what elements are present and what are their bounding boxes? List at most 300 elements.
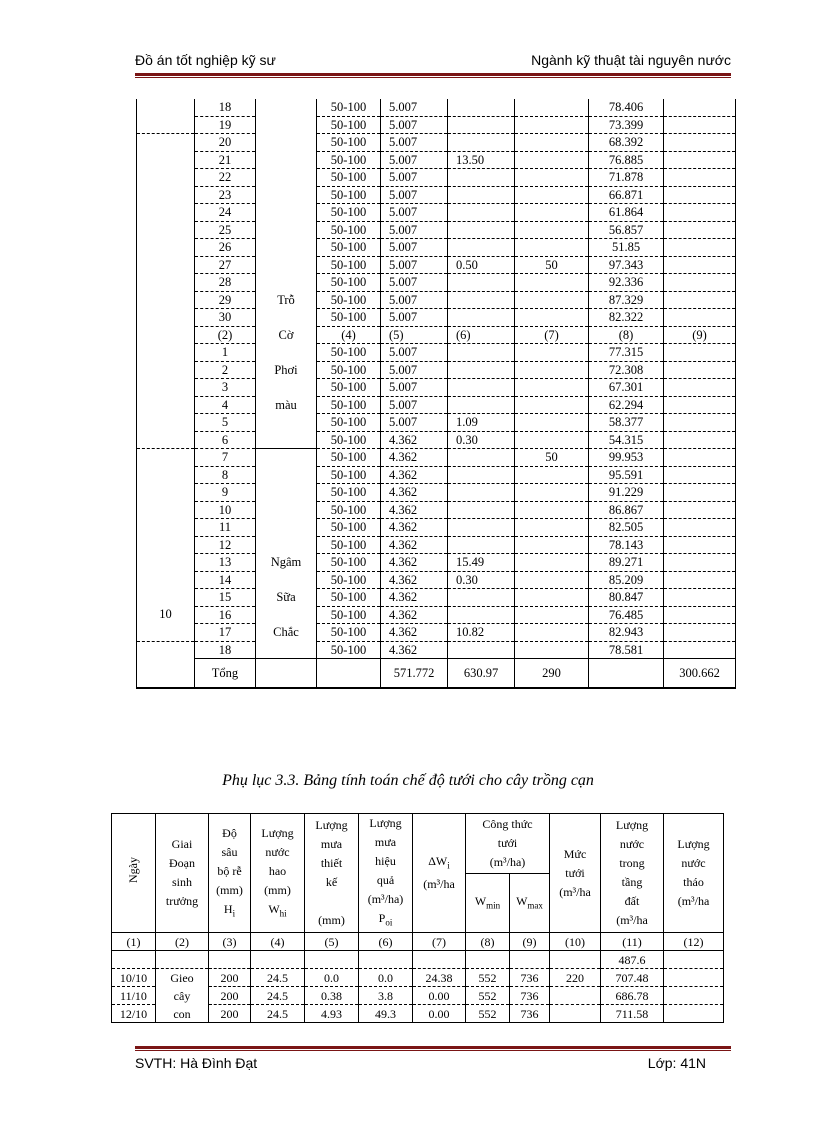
stage-cell bbox=[256, 606, 317, 624]
stage-cell: Phơi bbox=[256, 361, 317, 379]
soil-moisture-range: 50-100 bbox=[317, 99, 381, 116]
table-row bbox=[137, 641, 736, 659]
water-depth: 66.871 bbox=[589, 186, 664, 204]
day-cell: 5 bbox=[195, 414, 256, 432]
month-cell bbox=[137, 396, 195, 414]
rainfall: 0.50 bbox=[448, 256, 515, 274]
soil-moisture-range: 50-100 bbox=[317, 396, 381, 414]
day-cell: 1 bbox=[195, 344, 256, 362]
irrigation bbox=[515, 571, 589, 589]
total-evapotranspiration: 571.772 bbox=[381, 659, 448, 689]
initial-soil-water: 487.6 bbox=[601, 951, 664, 969]
total-irrigation: 290 bbox=[515, 659, 589, 689]
drainage bbox=[664, 624, 736, 642]
month-cell bbox=[137, 641, 195, 659]
soil-moisture-range: 50-100 bbox=[317, 589, 381, 607]
day-cell: 11 bbox=[195, 519, 256, 537]
drainage bbox=[664, 519, 736, 537]
stage-cell bbox=[256, 309, 317, 327]
month-cell bbox=[137, 554, 195, 572]
water-depth: 95.591 bbox=[589, 466, 664, 484]
footer-left: SVTH: Hà Đình Đạt bbox=[135, 1055, 258, 1071]
header-water-use: Lượng nước hao (mm) $W_{hi}$ bbox=[251, 814, 305, 933]
table-row bbox=[137, 239, 736, 257]
total-label: Tổng bbox=[195, 659, 256, 689]
month-cell bbox=[137, 659, 195, 689]
table-row bbox=[137, 606, 736, 624]
stage-cell bbox=[256, 466, 317, 484]
drainage bbox=[664, 186, 736, 204]
month-cell bbox=[137, 326, 195, 344]
evapotranspiration: 5.007 bbox=[381, 274, 448, 292]
table-row bbox=[137, 431, 736, 449]
rainfall bbox=[448, 221, 515, 239]
stage-cell bbox=[256, 116, 317, 134]
water-depth: 78.581 bbox=[589, 641, 664, 659]
day-cell: 2 bbox=[195, 361, 256, 379]
day-cell: 9 bbox=[195, 484, 256, 502]
day-cell: 15 bbox=[195, 589, 256, 607]
irrigation bbox=[515, 186, 589, 204]
water-depth: 87.329 bbox=[589, 291, 664, 309]
water-depth: 67.301 bbox=[589, 379, 664, 397]
table-row bbox=[137, 589, 736, 607]
irrigation bbox=[515, 309, 589, 327]
drainage bbox=[664, 554, 736, 572]
rainfall bbox=[448, 396, 515, 414]
rainfall bbox=[448, 589, 515, 607]
rainfall bbox=[448, 204, 515, 222]
water-depth: 78.143 bbox=[589, 536, 664, 554]
soil-moisture-range: 50-100 bbox=[317, 344, 381, 362]
column-number-row: (1) (2) (3) (4) (5) (6) (7) (8) (9) (10) (11) (12) bbox=[112, 933, 724, 951]
day-cell: 27 bbox=[195, 256, 256, 274]
water-depth: 73.399 bbox=[589, 116, 664, 134]
month-cell bbox=[137, 134, 195, 152]
month-cell bbox=[137, 606, 195, 642]
soil-moisture-range: 50-100 bbox=[317, 291, 381, 309]
drainage bbox=[664, 396, 736, 414]
month-cell bbox=[137, 291, 195, 309]
water-depth: 86.867 bbox=[589, 501, 664, 519]
table-row: 12/10 con 200 24.5 4.93 49.3 0.00 552 736 711.58 bbox=[112, 1005, 724, 1023]
table-row bbox=[137, 326, 736, 344]
month-cell bbox=[137, 169, 195, 187]
soil-moisture-range: 50-100 bbox=[317, 484, 381, 502]
month-cell bbox=[137, 256, 195, 274]
drainage bbox=[664, 134, 736, 152]
table-row bbox=[137, 554, 736, 572]
water-balance-table bbox=[136, 99, 736, 689]
header-right: Ngành kỹ thuật tài nguyên nước bbox=[531, 52, 731, 68]
header-delta-w: $\Delta W_i$ (m³/ha bbox=[413, 814, 466, 933]
irrigation bbox=[515, 589, 589, 607]
table-row bbox=[137, 186, 736, 204]
soil-moisture-range: 50-100 bbox=[317, 151, 381, 169]
water-depth: 72.308 bbox=[589, 361, 664, 379]
soil-moisture-range: 50-100 bbox=[317, 169, 381, 187]
evapotranspiration: 4.362 bbox=[381, 484, 448, 502]
table-caption: Phụ lục 3.3. Bảng tính toán chế độ tưới cho cây trồng cạn bbox=[222, 772, 594, 789]
table-row bbox=[137, 536, 736, 554]
drainage bbox=[664, 99, 736, 116]
header-wmax: $W_{max}$ bbox=[510, 874, 550, 933]
drainage bbox=[664, 641, 736, 659]
rainfall bbox=[448, 641, 515, 659]
stage-cell: Trỗ bbox=[256, 291, 317, 309]
day-cell: 13 bbox=[195, 554, 256, 572]
table-row bbox=[137, 501, 736, 519]
soil-moisture-range: 50-100 bbox=[317, 624, 381, 642]
soil-moisture-range: 50-100 bbox=[317, 501, 381, 519]
evapotranspiration: 5.007 bbox=[381, 344, 448, 362]
header-drainage: Lượng nước tháo (m³/ha bbox=[664, 814, 724, 933]
stage-cell bbox=[256, 239, 317, 257]
soil-moisture-range: 50-100 bbox=[317, 554, 381, 572]
irrigation bbox=[515, 221, 589, 239]
evapotranspiration: 4.362 bbox=[381, 606, 448, 624]
evapotranspiration: 5.007 bbox=[381, 379, 448, 397]
irrigation bbox=[515, 554, 589, 572]
day-cell: 26 bbox=[195, 239, 256, 257]
day-cell: 18 bbox=[195, 641, 256, 659]
evapotranspiration: 5.007 bbox=[381, 186, 448, 204]
irrigation bbox=[515, 414, 589, 432]
drainage bbox=[664, 291, 736, 309]
soil-moisture-range: 50-100 bbox=[317, 309, 381, 327]
stage-cell bbox=[256, 186, 317, 204]
water-depth: 76.485 bbox=[589, 606, 664, 624]
evapotranspiration: 5.007 bbox=[381, 291, 448, 309]
month-cell bbox=[137, 344, 195, 362]
table-row bbox=[137, 519, 736, 537]
rainfall bbox=[448, 116, 515, 134]
water-depth: 89.271 bbox=[589, 554, 664, 572]
irrigation bbox=[515, 344, 589, 362]
irrigation: 50 bbox=[515, 449, 589, 467]
table-row bbox=[137, 169, 736, 187]
evapotranspiration: 4.362 bbox=[381, 431, 448, 449]
evapotranspiration: 4.362 bbox=[381, 554, 448, 572]
initial-row bbox=[112, 951, 724, 969]
stage-cell bbox=[256, 256, 317, 274]
rainfall: 0.30 bbox=[448, 431, 515, 449]
rainfall: 10.82 bbox=[448, 624, 515, 642]
table-row bbox=[137, 361, 736, 379]
water-depth: 68.392 bbox=[589, 134, 664, 152]
stage-cell bbox=[256, 169, 317, 187]
month-cell bbox=[137, 151, 195, 169]
drainage bbox=[664, 239, 736, 257]
stage-cell: màu bbox=[256, 396, 317, 414]
irrigation bbox=[515, 361, 589, 379]
rainfall bbox=[448, 309, 515, 327]
day-cell: 12 bbox=[195, 536, 256, 554]
day-cell: 19 bbox=[195, 116, 256, 134]
irrigation bbox=[515, 134, 589, 152]
table-row bbox=[137, 414, 736, 432]
evapotranspiration: 5.007 bbox=[381, 134, 448, 152]
drainage bbox=[664, 431, 736, 449]
rainfall: (6) bbox=[448, 326, 515, 344]
soil-moisture-range: 50-100 bbox=[317, 606, 381, 624]
month-cell bbox=[137, 466, 195, 484]
drainage bbox=[664, 169, 736, 187]
table-row bbox=[137, 344, 736, 362]
header-wmin: $W_{min}$ bbox=[466, 874, 510, 933]
soil-moisture-range: 50-100 bbox=[317, 379, 381, 397]
table-row bbox=[137, 379, 736, 397]
drainage bbox=[664, 466, 736, 484]
rainfall bbox=[448, 291, 515, 309]
header-day: Ngày bbox=[112, 814, 156, 933]
soil-moisture-range: 50-100 bbox=[317, 186, 381, 204]
day-cell: 4 bbox=[195, 396, 256, 414]
header-formula: Công thức tưới (m³/ha) bbox=[466, 814, 550, 874]
drainage bbox=[664, 116, 736, 134]
irrigation bbox=[515, 169, 589, 187]
stage-cell bbox=[256, 519, 317, 537]
month-label: 10 bbox=[159, 606, 172, 621]
evapotranspiration: 5.007 bbox=[381, 309, 448, 327]
month-cell bbox=[137, 414, 195, 432]
water-depth: 51.85 bbox=[589, 239, 664, 257]
rainfall bbox=[448, 186, 515, 204]
stage-cell bbox=[256, 641, 317, 659]
rainfall bbox=[448, 606, 515, 624]
water-depth: 76.885 bbox=[589, 151, 664, 169]
irrigation bbox=[515, 291, 589, 309]
irrigation bbox=[515, 519, 589, 537]
table-cell bbox=[589, 659, 664, 689]
month-cell bbox=[137, 361, 195, 379]
irrigation bbox=[515, 99, 589, 116]
rainfall bbox=[448, 99, 515, 116]
header-soil-water: Lượng nước trong tầng đất (m³/ha bbox=[601, 814, 664, 933]
soil-moisture-range: 50-100 bbox=[317, 134, 381, 152]
rainfall bbox=[448, 379, 515, 397]
drainage bbox=[664, 151, 736, 169]
month-cell bbox=[137, 309, 195, 327]
soil-moisture-range: 50-100 bbox=[317, 204, 381, 222]
header-effective-rain: Lượng mưa hiệu quả (m³/ha) $P_{oi}$ bbox=[359, 814, 413, 933]
evapotranspiration: 4.362 bbox=[381, 571, 448, 589]
table-row: 10/10 Gieo 200 24.5 0.0 0.0 24.38 552 736 220 707.48 bbox=[112, 969, 724, 987]
soil-moisture-range: 50-100 bbox=[317, 431, 381, 449]
soil-moisture-range: 50-100 bbox=[317, 519, 381, 537]
stage-cell bbox=[256, 379, 317, 397]
header-left: Đồ án tốt nghiệp kỹ sư bbox=[135, 52, 276, 68]
table-row bbox=[137, 116, 736, 134]
stage-cell bbox=[256, 221, 317, 239]
evapotranspiration: 4.362 bbox=[381, 519, 448, 537]
day-cell: 7 bbox=[195, 449, 256, 467]
evapotranspiration: 4.362 bbox=[381, 501, 448, 519]
month-cell bbox=[137, 221, 195, 239]
rainfall bbox=[448, 466, 515, 484]
drainage bbox=[664, 274, 736, 292]
rainfall bbox=[448, 484, 515, 502]
irrigation bbox=[515, 274, 589, 292]
rainfall bbox=[448, 134, 515, 152]
table-row bbox=[137, 134, 736, 152]
soil-moisture-range: 50-100 bbox=[317, 641, 381, 659]
total-drainage: 300.662 bbox=[664, 659, 736, 689]
evapotranspiration: 5.007 bbox=[381, 221, 448, 239]
soil-moisture-range: 50-100 bbox=[317, 239, 381, 257]
rainfall bbox=[448, 169, 515, 187]
water-depth: 82.505 bbox=[589, 519, 664, 537]
soil-moisture-range: 50-100 bbox=[317, 221, 381, 239]
day-cell: 29 bbox=[195, 291, 256, 309]
table-row bbox=[137, 624, 736, 642]
stage-cell bbox=[256, 449, 317, 467]
irrigation-table bbox=[111, 813, 724, 1023]
rainfall bbox=[448, 536, 515, 554]
rainfall: 13.50 bbox=[448, 151, 515, 169]
table-row bbox=[137, 99, 736, 116]
day-cell: 8 bbox=[195, 466, 256, 484]
irrigation bbox=[515, 239, 589, 257]
day-cell: 24 bbox=[195, 204, 256, 222]
header-rule bbox=[135, 73, 731, 76]
irrigation bbox=[515, 606, 589, 624]
month-cell bbox=[137, 571, 195, 589]
drainage bbox=[664, 256, 736, 274]
irrigation bbox=[515, 536, 589, 554]
soil-moisture-range: 50-100 bbox=[317, 536, 381, 554]
water-depth: 78.406 bbox=[589, 99, 664, 116]
stage-cell bbox=[256, 536, 317, 554]
table-row bbox=[137, 449, 736, 467]
evapotranspiration: 4.362 bbox=[381, 449, 448, 467]
rainfall bbox=[448, 344, 515, 362]
water-depth: 91.229 bbox=[589, 484, 664, 502]
irrigation bbox=[515, 116, 589, 134]
evapotranspiration: 5.007 bbox=[381, 116, 448, 134]
day-cell: 20 bbox=[195, 134, 256, 152]
month-cell bbox=[137, 99, 195, 116]
day-cell: 21 bbox=[195, 151, 256, 169]
drainage bbox=[664, 571, 736, 589]
month-cell bbox=[137, 379, 195, 397]
month-cell bbox=[137, 519, 195, 537]
month-cell bbox=[137, 116, 195, 134]
evapotranspiration: 5.007 bbox=[381, 204, 448, 222]
drainage bbox=[664, 606, 736, 624]
evapotranspiration: 5.007 bbox=[381, 169, 448, 187]
irrigation bbox=[515, 431, 589, 449]
day-cell: 23 bbox=[195, 186, 256, 204]
stage-cell bbox=[256, 659, 317, 689]
evapotranspiration: 5.007 bbox=[381, 414, 448, 432]
table-row bbox=[137, 484, 736, 502]
evapotranspiration: 4.362 bbox=[381, 589, 448, 607]
stage-cell bbox=[256, 571, 317, 589]
irrigation bbox=[515, 641, 589, 659]
drainage bbox=[664, 501, 736, 519]
day-cell: (2) bbox=[195, 326, 256, 344]
drainage bbox=[664, 361, 736, 379]
soil-moisture-range: 50-100 bbox=[317, 466, 381, 484]
page-header bbox=[135, 52, 731, 74]
table-row bbox=[137, 274, 736, 292]
table-cell bbox=[317, 659, 381, 689]
irrigation bbox=[515, 484, 589, 502]
irrigation bbox=[515, 151, 589, 169]
day-cell: 28 bbox=[195, 274, 256, 292]
soil-moisture-range: 50-100 bbox=[317, 274, 381, 292]
header-stage: Giai Đoạn sinh trưởng bbox=[156, 814, 209, 933]
soil-moisture-range: 50-100 bbox=[317, 571, 381, 589]
footer-rule bbox=[135, 1046, 731, 1049]
water-depth: 54.315 bbox=[589, 431, 664, 449]
total-rainfall: 630.97 bbox=[448, 659, 515, 689]
table-row bbox=[137, 466, 736, 484]
irrigation: (7) bbox=[515, 326, 589, 344]
header-root-depth: Độ sâu bộ rễ (mm) $H_i$ bbox=[209, 814, 251, 933]
soil-moisture-range: 50-100 bbox=[317, 116, 381, 134]
drainage bbox=[664, 344, 736, 362]
drainage bbox=[664, 536, 736, 554]
stage-cell bbox=[256, 484, 317, 502]
header-rule-thin bbox=[135, 77, 731, 78]
soil-moisture-range: 50-100 bbox=[317, 449, 381, 467]
stage-cell bbox=[256, 204, 317, 222]
water-depth: 85.209 bbox=[589, 571, 664, 589]
day-cell: 6 bbox=[195, 431, 256, 449]
irrigation bbox=[515, 379, 589, 397]
drainage: (9) bbox=[664, 326, 736, 344]
water-depth: 80.847 bbox=[589, 589, 664, 607]
drainage bbox=[664, 379, 736, 397]
day-cell: 14 bbox=[195, 571, 256, 589]
soil-moisture-range: (4) bbox=[317, 326, 381, 344]
month-cell bbox=[137, 186, 195, 204]
evapotranspiration: 4.362 bbox=[381, 536, 448, 554]
table-row bbox=[137, 204, 736, 222]
table-row bbox=[137, 221, 736, 239]
rainfall: 15.49 bbox=[448, 554, 515, 572]
rainfall bbox=[448, 449, 515, 467]
irrigation bbox=[515, 501, 589, 519]
drainage bbox=[664, 589, 736, 607]
water-depth: 56.857 bbox=[589, 221, 664, 239]
water-depth: 82.322 bbox=[589, 309, 664, 327]
stage-cell bbox=[256, 134, 317, 152]
rainfall: 0.30 bbox=[448, 571, 515, 589]
table-row: 11/10 cây 200 24.5 0.38 3.8 0.00 552 736 686.78 bbox=[112, 987, 724, 1005]
day-cell: 25 bbox=[195, 221, 256, 239]
day-cell: 30 bbox=[195, 309, 256, 327]
water-depth: (8) bbox=[589, 326, 664, 344]
rainfall bbox=[448, 239, 515, 257]
irrigation bbox=[515, 204, 589, 222]
table-row bbox=[137, 571, 736, 589]
water-depth: 82.943 bbox=[589, 624, 664, 642]
stage-cell: Chắc bbox=[256, 624, 317, 642]
water-depth: 62.294 bbox=[589, 396, 664, 414]
water-depth: 71.878 bbox=[589, 169, 664, 187]
evapotranspiration: 4.362 bbox=[381, 466, 448, 484]
soil-moisture-range: 50-100 bbox=[317, 256, 381, 274]
month-cell bbox=[137, 204, 195, 222]
rainfall bbox=[448, 274, 515, 292]
drainage bbox=[664, 449, 736, 467]
evapotranspiration: 5.007 bbox=[381, 151, 448, 169]
stage-cell bbox=[256, 99, 317, 116]
drainage bbox=[664, 309, 736, 327]
